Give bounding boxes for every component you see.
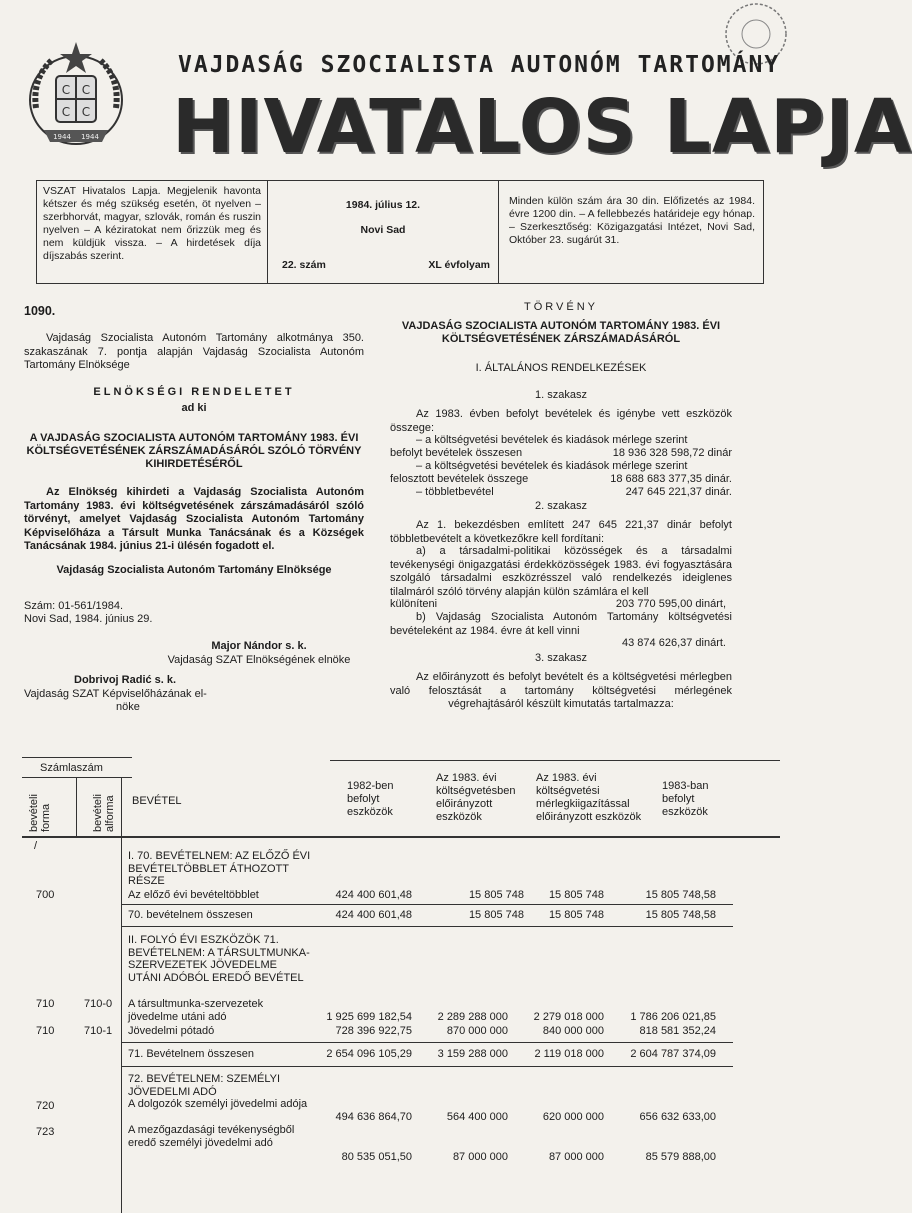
col-1982-header: 1982-ben befolyt eszközök — [347, 780, 394, 818]
section-1-item-c-row — [416, 486, 732, 500]
table-cell-value: 15 805 748 — [468, 889, 524, 901]
signatory-president-title: Vajdaság SZAT Elnökségének elnöke — [167, 654, 351, 666]
coat-of-arms-icon — [22, 38, 130, 150]
svg-text:C: C — [81, 83, 91, 97]
table-cell-value: 1 925 699 182,54 — [326, 1011, 412, 1023]
section-1-item-b-label: felosztott bevételek összege — [390, 473, 529, 485]
law-title: VAJDASÁG SZOCIALISTA AUTONÓM TARTOMÁNY 1983. ÉVI KÖLTSÉGVETÉSÉNEK ZÁRSZÁMADÁSÁRÓL — [401, 320, 721, 345]
table-subtotal-desc: 71. Bevételnem összesen — [128, 1048, 254, 1060]
section-1-item-a-label: befolyt bevételek összesen — [390, 447, 523, 459]
table-cell-value: 2 289 288 000 — [437, 1011, 508, 1023]
table-cell-code: 720 — [36, 1100, 55, 1112]
table-subtotal-value: 2 654 096 105,29 — [326, 1048, 412, 1060]
table-subtotal-value: 15 805 748,58 — [645, 909, 716, 921]
table-cell-value: 2 279 018 000 — [533, 1011, 604, 1023]
income-subform-header: bevételi alforma — [92, 794, 116, 832]
table-cell-subcode: 710-1 — [84, 1025, 113, 1037]
table-cell-value: 818 581 352,24 — [639, 1025, 716, 1037]
table-subtotal-value: 15 805 748 — [548, 909, 604, 921]
table-subtotal-value: 3 159 288 000 — [437, 1048, 508, 1060]
table-cell-code: 700 — [36, 889, 55, 901]
part-heading: I. ÁLTALÁNOS RENDELKEZÉSEK — [475, 362, 647, 374]
section-1-heading: 1. szakasz — [535, 389, 587, 401]
decree-title: ELNÖKSÉGI RENDELETET — [93, 386, 295, 398]
col-1983-actual-header: 1983-ban befolyt eszközök — [662, 780, 709, 818]
section-2-item-a-row — [390, 598, 732, 612]
section-1-item-b: – a költségvetési bevételek és kiadások mérlege szerint — [416, 460, 688, 472]
table-cell-subcode: 710-0 — [84, 998, 113, 1010]
decree-body: Az Elnökség kihirdeti a Vajdaság Szocialista Autonóm Tartomány 1983. évi költségvetésének zárszámadásáról szóló törvényt, amelyet Vajdaság Szocialista Autonóm Tartomány Képviselőháza a Társult Munka Tanácsának és a Községek Tanácsának 1984. június 21-i ülésén fogadott el. — [24, 486, 364, 552]
section-1-item-b-row — [390, 473, 732, 487]
issue-date: 1984. július 12. — [345, 199, 421, 211]
account-number-header: Számlaszám — [40, 762, 103, 774]
signatory-assembly-title: Vajdaság SZAT Képviselőházának el- — [24, 688, 207, 700]
presidency-line: Vajdaság Szocialista Autonóm Tartomány Elnöksége — [56, 564, 332, 576]
price-notice: Minden külön szám ára 30 din. Előfizetés az 1984. évre 1200 din. – A fellebbezés határideje egy hónap. – Szerkesztőség: Közigazgatási Intézet, Novi Sad, Október 23. sugárút 31. — [509, 195, 755, 246]
table-cell-desc: Az előző évi bevételtöbblet — [128, 889, 259, 901]
svg-text:C: C — [81, 105, 91, 119]
issue-info-box — [36, 180, 764, 284]
issue-details — [267, 181, 499, 283]
section-1-item-a-row — [390, 447, 732, 461]
table-cell-desc: A dolgozók személyi jövedelmi adója — [128, 1098, 308, 1110]
table-row-heading: II. FOLYÓ ÉVI ESZKÖZÖK 71. BEVÉTELNEM: A TÁRSULTMUNKA-SZERVEZETEK JÖVEDELME UTÁNI ADÓBÓL EREDŐ BEVÉTEL — [128, 934, 310, 984]
section-2-text: Az 1. bekezdésben említett 247 645 221,37 dinár befolyt többletbevételt a következőkre kell fordítani: — [390, 519, 732, 545]
decree-subtitle: ad ki — [181, 402, 207, 414]
section-1-item-c-label: – többletbevétel — [416, 486, 494, 498]
table-cell-desc: A mezőgazdasági tevékenységből eredő személyi jövedelmi adó — [128, 1124, 295, 1149]
reference-number: Szám: 01-561/1984. — [24, 600, 124, 612]
table-cell-value: 870 000 000 — [446, 1025, 508, 1037]
table-cell-code: 723 — [36, 1126, 55, 1138]
section-1-item-a-value: 18 936 328 598,72 dinár — [612, 447, 732, 459]
reference-date: Novi Sad, 1984. június 29. — [24, 613, 153, 625]
publication-notice: VSZAT Hivatalos Lapja. Megjelenik havonta kétszer és még szükség esetén, öt nyelven – szerbhorvát, magyar, szlovák, román és ruszin nyelven – A kéziratokat nem őrizzük meg és nem küldjük vissza. – A hirdetések díja díjszabás szerint. — [43, 185, 261, 262]
col-1983-budget-header: Az 1983. évi költségvetésben előirányzott eszközök — [436, 772, 516, 823]
table-subtotal-value: 424 400 601,48 — [335, 909, 412, 921]
table-cell-value: 80 535 051,50 — [341, 1151, 412, 1163]
table-cell-value: 494 636 864,70 — [335, 1111, 412, 1123]
section-2-item-b-value: 43 874 626,37 dinárt. — [622, 637, 726, 649]
decree-heading: A VAJDASÁG SZOCIALISTA AUTONÓM TARTOMÁNY 1983. ÉVI KÖLTSÉGVETÉSÉNEK ZÁRSZÁMADÁSÁRÓL SZÓLÓ TÖRVÉNY KIHIRDETÉSÉRŐL — [26, 432, 362, 470]
issue-number: 22. szám — [282, 259, 326, 271]
signatory-president-name: Major Nándor s. k. — [211, 640, 307, 652]
table-cell-value: 85 579 888,00 — [645, 1151, 716, 1163]
table-cell-value: 424 400 601,48 — [335, 889, 412, 901]
table-mark: / — [34, 840, 38, 852]
table-subtotal-desc: 70. bevételnem összesen — [128, 909, 253, 921]
section-1-item-a: – a költségvetési bevételek és kiadások mérlege szerint — [416, 434, 688, 446]
table-cell-value: 87 000 000 — [452, 1151, 508, 1163]
table-subtotal-value: 2 119 018 000 — [534, 1048, 604, 1060]
table-cell-code: 710 — [36, 1025, 55, 1037]
income-header: BEVÉTEL — [132, 795, 182, 807]
table-cell-value: 87 000 000 — [548, 1151, 604, 1163]
table-row-heading: 72. BEVÉTELNEM: SZEMÉLYI JÖVEDELMI ADÓ — [128, 1073, 281, 1098]
emblem-year-left: 1944 — [53, 133, 71, 141]
table-cell-value: 620 000 000 — [542, 1111, 604, 1123]
table-cell-value: 728 396 922,75 — [335, 1025, 412, 1037]
table-cell-code: 710 — [36, 998, 55, 1010]
svg-text:C: C — [61, 83, 71, 97]
table-cell-value: 1 786 206 021,85 — [630, 1011, 716, 1023]
income-form-header: bevételi forma — [28, 794, 52, 832]
section-2-heading: 2. szakasz — [535, 500, 587, 512]
table-subtotal-value: 2 604 787 374,09 — [630, 1048, 716, 1060]
decree-intro: Vajdaság Szocialista Autonóm Tartomány alkotmánya 350. szakaszának 7. pontja alapján Vajdaság Szocialista Autonóm Tartomány Elnöksége — [24, 332, 364, 371]
law-label: TÖRVÉNY — [524, 301, 598, 313]
table-cell-value: 840 000 000 — [542, 1025, 604, 1037]
svg-text:C: C — [61, 105, 71, 119]
item-number: 1090. — [24, 304, 56, 318]
issue-volume: XL évfolyam — [428, 259, 490, 271]
issue-place: Novi Sad — [360, 224, 406, 236]
table-subtotal-value: 15 805 748 — [468, 909, 524, 921]
section-3-text: Az előirányzott és befolyt bevételt és a költségvetési mérlegben való felosztását a tartomány költségvetési mérlegének végrehajtásáról készült kimutatás tartalmazza: — [390, 671, 732, 710]
table-cell-value: 656 632 633,00 — [639, 1111, 716, 1123]
signatory-assembly-title-cont: nöke — [116, 701, 140, 713]
section-2-item-a-label: különíteni — [390, 598, 438, 610]
publisher-title: VAJDASÁG SZOCIALISTA AUTONÓM TARTOMÁNY — [178, 52, 781, 78]
col-1983-adjusted-header: Az 1983. évi költségvetési mérlegkiigazítással előirányzott eszközök — [536, 772, 642, 823]
section-3-heading: 3. szakasz — [535, 652, 587, 664]
section-2-item-a-value: 203 770 595,00 dinárt, — [615, 598, 726, 610]
table-cell-desc: A társultmunka-szervezetek jövedelme utáni adó — [128, 998, 264, 1023]
table-row-heading: I. 70. BEVÉTELNEM: AZ ELŐZŐ ÉVI BEVÉTELTÖBBLET ÁTHOZOTT RÉSZE — [128, 850, 311, 887]
section-1-item-b-value: 18 688 683 377,35 dinár. — [610, 473, 732, 485]
section-2-item-a: a) a társadalmi-politikai közösségek és a társadalmi tevékenységi önigazgatási érdekközösségek 1983. évi fogyasztására szolgáló társadalmi eszközrésszel való rendelkezés ideiglenes tilalmáról szóló törvény alapján külön számlára el kell — [390, 545, 732, 598]
signatory-assembly-name: Dobrivoj Radić s. k. — [74, 674, 177, 686]
gazette-title: HIVATALOS LAPJA — [172, 84, 912, 170]
emblem-year-right: 1944 — [81, 133, 99, 141]
table-cell-desc: Jövedelmi pótadó — [128, 1025, 215, 1037]
section-1-text: Az 1983. évben befolyt bevételek és igénybe vett eszközök összege: — [390, 408, 732, 434]
table-cell-value: 15 805 748 — [548, 889, 604, 901]
table-cell-value: 15 805 748,58 — [645, 889, 716, 901]
section-1-item-c-value: 247 645 221,37 dinár. — [625, 486, 732, 498]
section-2-item-b: b) Vajdaság Szocialista Autonóm Tartomány költségvetési bevételeként az 1984. évre át kell vinni — [390, 611, 732, 637]
table-cell-value: 564 400 000 — [446, 1111, 508, 1123]
